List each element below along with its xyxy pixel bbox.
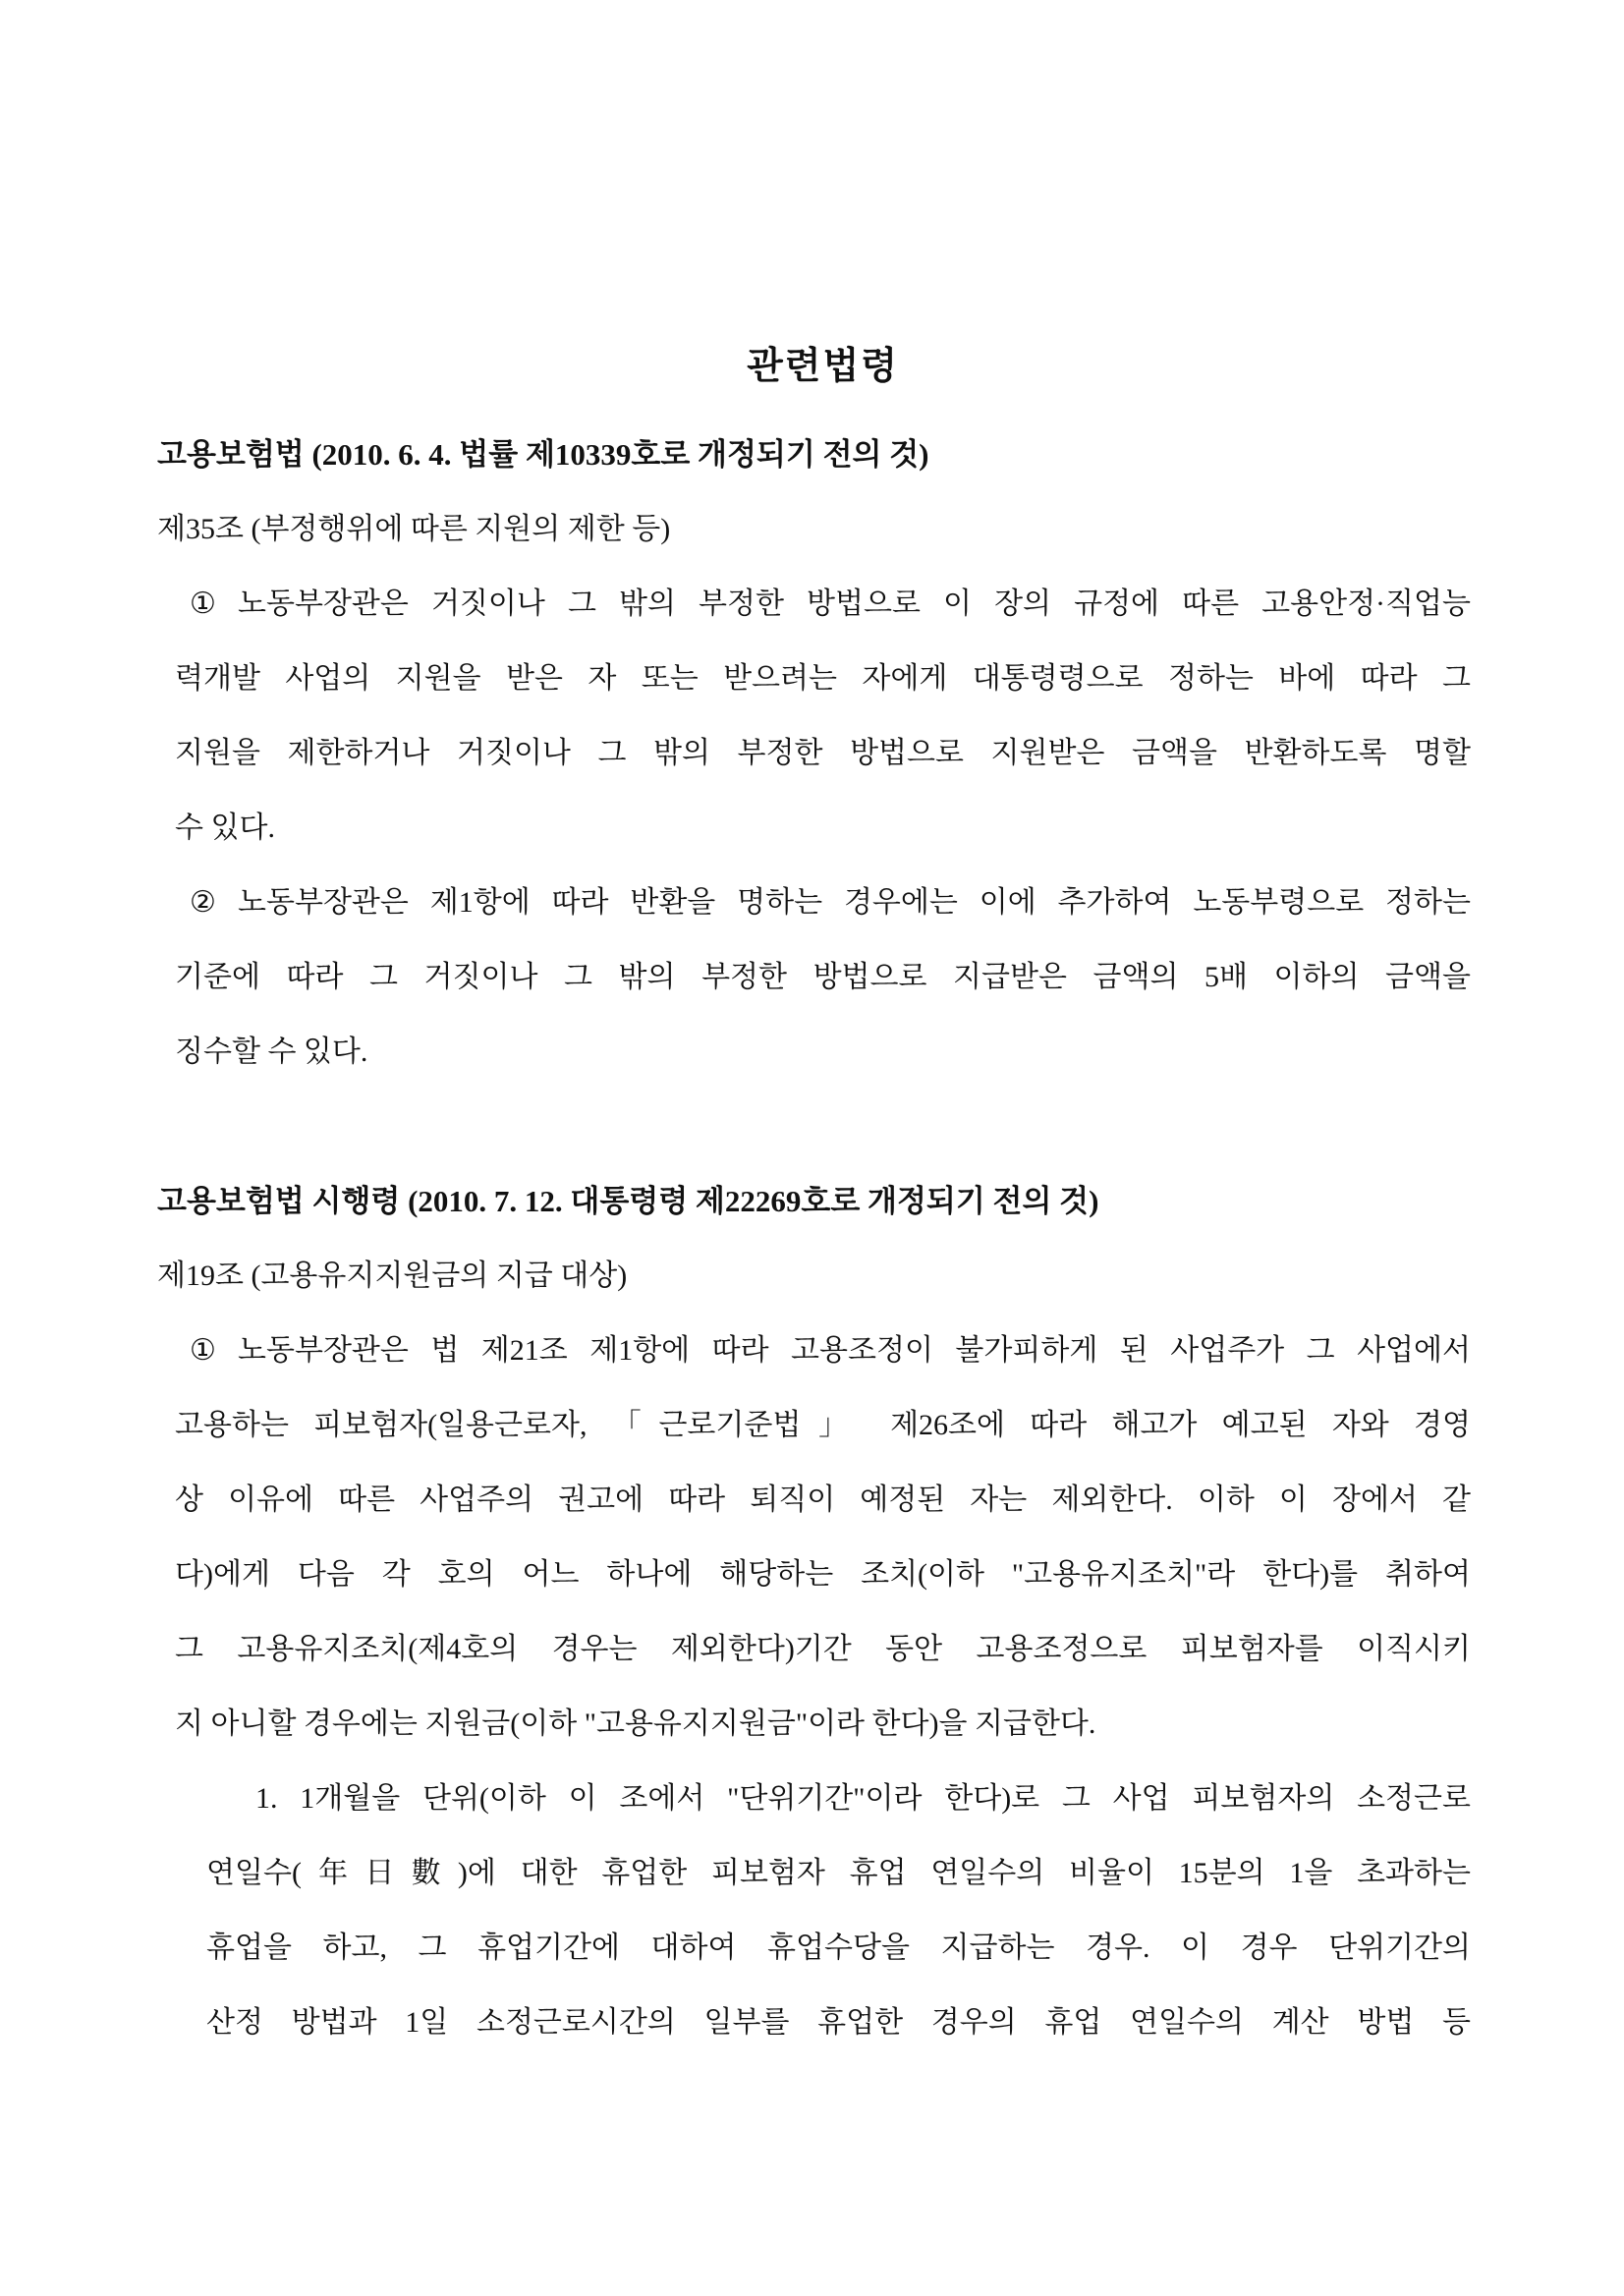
law-heading-1: 고용보험법 (2010. 6. 4. 법률 제10339호로 개정되기 전의 것) <box>157 437 929 472</box>
paragraph-line <box>175 567 1471 642</box>
paragraph-line-text: 노동부장관은 제1항에 따라 반환을 명하는 경우에는 이에 추가하여 노동부령으로 정하는 <box>238 886 1471 919</box>
paragraph-line: 력개발 사업의 지원을 받은 자 또는 받으려는 자에게 대통령령으로 정하는 바에 따라 그 <box>175 662 1471 695</box>
paragraph-line: 고용하는 피보험자(일용근로자, 「근로기준법」 제26조에 따라 해고가 예고된 자와 경영 <box>175 1409 1471 1441</box>
paragraph-line: 그 고용유지조치(제4호의 경우는 제외한다)기간 동안 고용조정으로 피보험자를 이직시키 <box>175 1633 1471 1665</box>
paragraph-line: 지 아니할 경우에는 지원금(이하 "고용유지지원금"이라 한다)을 지급한다. <box>175 1708 1096 1740</box>
item-line <box>206 1762 1471 1836</box>
paragraph-line-text: 노동부장관은 거짓이나 그 밖의 부정한 방법으로 이 장의 규정에 따른 고용안정·직업능 <box>238 588 1471 620</box>
item-line-text: 1개월을 단위(이하 이 조에서 "단위기간"이라 한다)로 그 사업 피보험자의 소정근로 <box>300 1782 1471 1815</box>
paragraph-marker: ① <box>190 1334 216 1367</box>
article-heading-1: 제35조 (부정행위에 따른 지원의 제한 등) <box>157 513 671 545</box>
paragraph-marker: ① <box>190 588 216 620</box>
paragraph-line-text: 노동부장관은 법 제21조 제1항에 따라 고용조정이 불가피하게 된 사업주가 그 사업에서 <box>238 1334 1471 1367</box>
paragraph-line: 상 이유에 따른 사업주의 권고에 따라 퇴직이 예정된 자는 제외한다. 이하 이 장에서 같 <box>175 1484 1471 1516</box>
paragraph-line: 수 있다. <box>175 812 275 844</box>
item-line: 휴업을 하고, 그 휴업기간에 대하여 휴업수당을 지급하는 경우. 이 경우 단위기간의 <box>206 1932 1471 1964</box>
paragraph-3 <box>175 1314 1471 1762</box>
paragraph-1 <box>175 567 1471 866</box>
paragraph-line <box>175 866 1471 940</box>
paragraph-2 <box>175 866 1471 1090</box>
section-spacer <box>0 1090 1624 1164</box>
list-item-1 <box>206 1762 1471 2060</box>
page-title: 관련법령 <box>747 346 899 387</box>
item-line: 연일수(年日數)에 대한 휴업한 피보험자 휴업 연일수의 비율이 15분의 1을 초과하는 <box>206 1857 1471 1889</box>
law-heading-2: 고용보험법 시행령 (2010. 7. 12. 대통령령 제22269호로 개정되기 전의 것) <box>157 1184 1099 1218</box>
paragraph-line: 기준에 따라 그 거짓이나 그 밖의 부정한 방법으로 지급받은 금액의 5배 이하의 금액을 <box>175 961 1471 993</box>
item-marker: 1. <box>255 1782 278 1815</box>
paragraph-marker: ② <box>190 886 216 919</box>
paragraph-line: 징수할 수 있다. <box>175 1036 368 1068</box>
paragraph-line: 다)에게 다음 각 호의 어느 하나에 해당하는 조치(이하 "고용유지조치"라 한다)를 취하여 <box>175 1558 1471 1591</box>
paragraph-line: 지원을 제한하거나 거짓이나 그 밖의 부정한 방법으로 지원받은 금액을 반환하도록 명할 <box>175 737 1471 769</box>
item-line: 산정 방법과 1일 소정근로시간의 일부를 휴업한 경우의 휴업 연일수의 계산 방법 등 <box>206 2006 1471 2039</box>
article-heading-2: 제19조 (고용유지지원금의 지급 대상) <box>157 1260 628 1292</box>
paragraph-line <box>175 1314 1471 1388</box>
